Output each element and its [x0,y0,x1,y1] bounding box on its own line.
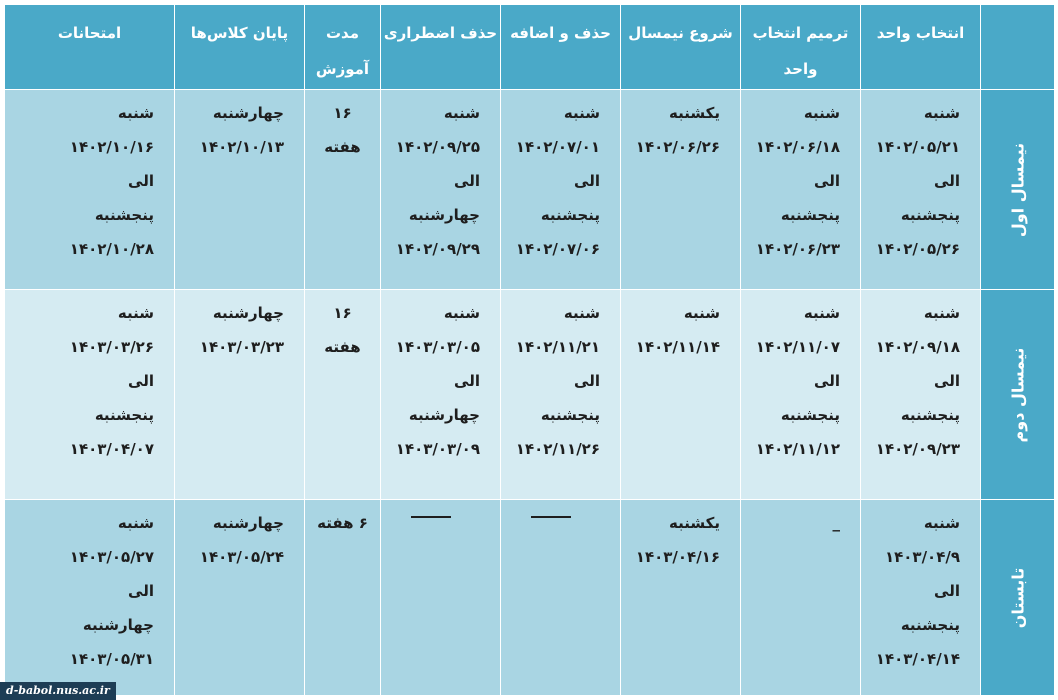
cell-add-drop [501,290,621,500]
cell-line: ۱۴۰۲/۰۷/۰۶ [515,240,600,258]
cell-content [5,90,174,266]
cell-line: الی [814,172,840,190]
cell-line: ۱۴۰۳/۰۴/۱۴ [875,650,960,668]
table-row [5,90,1055,290]
cell-line: چهارشنبه [212,304,284,322]
cell-content [501,500,620,518]
header-add-drop: حذف و اضافه [501,5,621,90]
cell-line: ۱۴۰۲/۱۰/۱۶ [69,138,154,156]
cell-semester-start [621,90,741,290]
cell-line: پنجشنبه [94,406,154,424]
cell-line: الی [128,582,154,600]
cell-content [501,90,620,266]
cell-line: الی [574,172,600,190]
cell-duration [305,500,381,696]
cell-line: ۱۴۰۲/۱۰/۱۳ [199,138,284,156]
header-unit-repair: ترمیم انتخاب واحد [741,5,861,90]
cell-content [305,290,380,364]
cell-line: ۱۴۰۲/۰۹/۲۹ [395,240,480,258]
cell-line: ۱۴۰۲/۰۹/۲۵ [395,138,480,156]
cell-line: پنجشنبه [780,406,840,424]
cell-add-drop [501,500,621,696]
cell-line: شنبه [117,514,154,532]
cell-semester-start [621,290,741,500]
cell-content [621,500,740,574]
cell-line: ۶ هفته [317,514,368,532]
cell-exams [5,500,175,696]
cell-classes-end [175,290,305,500]
cell-content [741,90,860,266]
cell-unit-repair [741,290,861,500]
cell-line: پنجشنبه [540,406,600,424]
cell-line: ۱۴۰۳/۰۵/۲۴ [199,548,284,566]
cell-line: ۱۴۰۲/۰۶/۲۳ [755,240,840,258]
cell-line: ۱۴۰۳/۰۳/۰۵ [395,338,480,356]
cell-line: ۱۴۰۳/۰۴/۱۶ [635,548,720,566]
cell-content [501,290,620,466]
cell-content [861,290,980,466]
cell-line: الی [934,372,960,390]
cell-line: ۱۴۰۲/۱۱/۱۴ [635,338,720,356]
cell-line: پنجشنبه [540,206,600,224]
cell-line: ۱۴۰۳/۰۵/۳۱ [69,650,154,668]
cell-line: شنبه [563,104,600,122]
cell-line: پنجشنبه [900,616,960,634]
cell-content [861,500,980,676]
cell-line: چهارشنبه [82,616,154,634]
cell-unit-repair [741,90,861,290]
cell-line: الی [814,372,840,390]
cell-line: شنبه [443,304,480,322]
cell-unit-selection [861,500,981,696]
cell-line: الی [934,582,960,600]
cell-content [175,90,304,164]
cell-line: شنبه [117,304,154,322]
table-row [5,500,1055,696]
cell-line: شنبه [803,304,840,322]
cell-line: پنجشنبه [94,206,154,224]
cell-line: شنبه [443,104,480,122]
cell-line: یکشنبه [669,514,720,532]
row-label: تابستان [1008,567,1027,628]
cell-content [621,90,740,164]
cell-classes-end [175,90,305,290]
table-row [5,290,1055,500]
cell-line: چهارشنبه [212,514,284,532]
cell-content [741,290,860,466]
cell-content [175,500,304,574]
cell-line: ۱۴۰۲/۱۰/۲۸ [69,240,154,258]
cell-line: الی [574,372,600,390]
cell-line: ۱۴۰۳/۰۴/۰۷ [69,440,154,458]
cell-line: پنجشنبه [780,206,840,224]
cell-line: الی [454,172,480,190]
cell-unit-repair [741,500,861,696]
cell-line: شنبه [923,304,960,322]
cell-unit-selection [861,90,981,290]
header-emergency-drop: حذف اضطراری [381,5,501,90]
header-classes-end: پایان کلاس‌ها [175,5,305,90]
header-exams: امتحانات [5,5,175,90]
dash-mark [531,516,571,518]
cell-line: شنبه [923,104,960,122]
cell-line: ۱۴۰۳/۰۵/۲۷ [69,548,154,566]
cell-content [381,90,500,266]
cell-line: شنبه [923,514,960,532]
cell-line: ۱۴۰۳/۰۴/۹ [884,548,960,566]
row-label-cell [981,500,1055,696]
header-corner [981,5,1055,90]
cell-line: ۱۴۰۳/۰۳/۲۳ [199,338,284,356]
cell-line: هفته [324,338,361,356]
cell-line: ۱۴۰۲/۰۵/۲۶ [875,240,960,258]
cell-line: الی [128,172,154,190]
cell-line: الی [128,372,154,390]
cell-line: ۱۴۰۲/۰۶/۱۸ [755,138,840,156]
cell-line: ۱۴۰۲/۱۱/۱۲ [755,440,840,458]
cell-line: شنبه [117,104,154,122]
row-label: نیمسال دوم [1008,347,1027,442]
cell-line: یکشنبه [669,104,720,122]
cell-line: ۱۴۰۲/۰۷/۰۱ [515,138,600,156]
cell-emergency-drop [381,90,501,290]
cell-content [175,290,304,364]
cell-content [381,500,500,518]
header-row [5,5,1055,90]
cell-emergency-drop [381,500,501,696]
header-unit-selection: انتخاب واحد [861,5,981,90]
cell-add-drop [501,90,621,290]
cell-line: ۱۴۰۳/۰۳/۲۶ [69,338,154,356]
cell-classes-end [175,500,305,696]
cell-line: ۱۴۰۲/۱۱/۲۶ [515,440,600,458]
cell-line: شنبه [563,304,600,322]
cell-line: هفته [324,138,361,156]
cell-line: الی [934,172,960,190]
cell-line: الی [454,372,480,390]
cell-exams [5,90,175,290]
row-label-cell [981,90,1055,290]
cell-duration [305,290,381,500]
dash-mark [411,516,451,518]
cell-content [381,290,500,466]
cell-emergency-drop [381,290,501,500]
row-label: نیمسال اول [1008,142,1027,237]
cell-line: ۱۴۰۲/۰۶/۲۶ [635,138,720,156]
cell-line: شنبه [803,104,840,122]
cell-duration [305,90,381,290]
cell-line: چهارشنبه [212,104,284,122]
header-semester-start: شروع نیمسال [621,5,741,90]
cell-content [621,290,740,364]
cell-content [741,500,860,540]
row-label-cell [981,290,1055,500]
cell-line: ۱۶ [333,304,352,322]
cell-line: _ [832,514,840,532]
cell-line: چهارشنبه [408,206,480,224]
cell-line: ۱۶ [333,104,352,122]
cell-content [5,500,174,676]
cell-line: چهارشنبه [408,406,480,424]
cell-line: ۱۴۰۲/۰۹/۱۸ [875,338,960,356]
cell-content [5,290,174,466]
cell-line: شنبه [683,304,720,322]
cell-line: ۱۴۰۲/۱۱/۲۱ [515,338,600,356]
cell-exams [5,290,175,500]
cell-content [305,500,380,540]
cell-line: پنجشنبه [900,406,960,424]
site-watermark: d-babol.nus.ac.ir [0,682,116,700]
cell-line: ۱۴۰۲/۱۱/۰۷ [755,338,840,356]
cell-line: ۱۴۰۲/۰۵/۲۱ [875,138,960,156]
cell-content [305,90,380,164]
cell-line: پنجشنبه [900,206,960,224]
academic-calendar-table [4,4,1055,696]
header-duration: مدت آموزش [305,5,381,90]
cell-content [861,90,980,266]
cell-line: ۱۴۰۳/۰۳/۰۹ [395,440,480,458]
cell-semester-start [621,500,741,696]
cell-line: ۱۴۰۲/۰۹/۲۳ [875,440,960,458]
cell-unit-selection [861,290,981,500]
